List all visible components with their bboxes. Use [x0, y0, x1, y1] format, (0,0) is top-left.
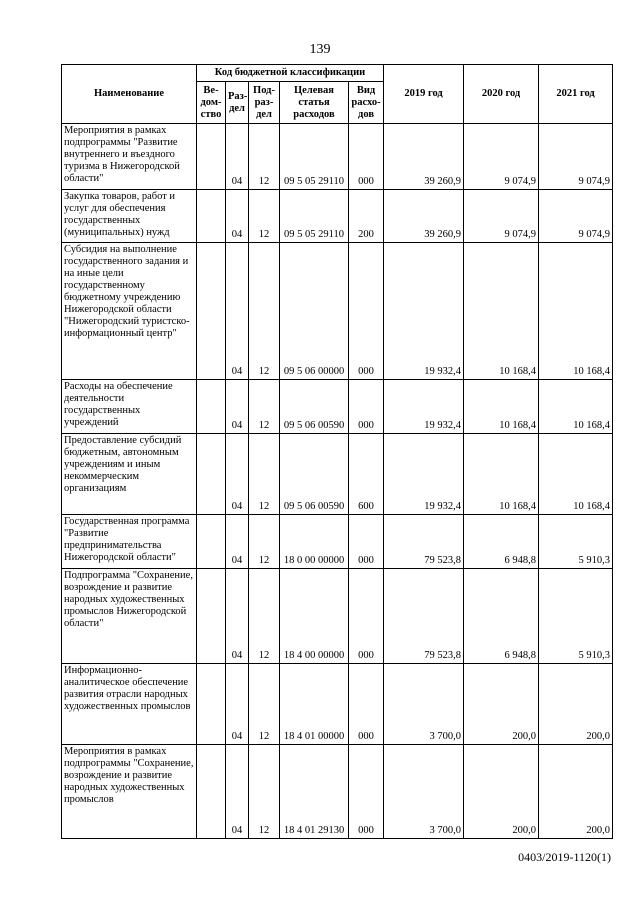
row-2020: 6 948,8: [464, 515, 539, 569]
row-razdel: 12: [249, 434, 280, 515]
row-razdel: 12: [249, 243, 280, 380]
row-name: Мероприятия в рамках подпрограммы "Сохранение, возрождение и развитие народных художественных промыслов: [62, 745, 197, 839]
table-row: [62, 434, 613, 515]
row-vid: 000: [349, 243, 384, 380]
header-year-2020: 2020 год: [464, 65, 539, 124]
row-razdel: 12: [249, 745, 280, 839]
header-razdel: Раз-дел: [226, 82, 249, 124]
row-vedomstvo-empty: [197, 434, 226, 515]
row-vid: 200: [349, 190, 384, 243]
row-name: Субсидия на выполнение государственного задания и на иные цели государственному бюджетному учреждению Нижегородской области "Нижегородский туристско-информационный центр": [62, 243, 197, 380]
row-vedomstvo-empty: [197, 569, 226, 664]
row-target: 18 4 01 00000: [280, 664, 349, 745]
row-vedomstvo-empty: [197, 664, 226, 745]
table-row: [62, 664, 613, 745]
header-year-2019: 2019 год: [384, 65, 464, 124]
table-row: [62, 124, 613, 190]
row-2020: 10 168,4: [464, 434, 539, 515]
row-vedomstvo-empty: [197, 243, 226, 380]
row-2021: 10 168,4: [539, 380, 613, 434]
row-vid: 000: [349, 515, 384, 569]
table-row: [62, 380, 613, 434]
row-vedomstvo-empty: [197, 190, 226, 243]
header-year-2021: 2021 год: [539, 65, 613, 124]
row-2020: 200,0: [464, 664, 539, 745]
row-target: 18 0 00 00000: [280, 515, 349, 569]
row-target: 18 4 01 29130: [280, 745, 349, 839]
header-vedomstvo: Ве-дом-ство: [197, 82, 226, 124]
row-vedomstvo-empty: [197, 380, 226, 434]
document-footer-code: 0403/2019-1120(1): [518, 850, 611, 864]
row-2020: 9 074,9: [464, 190, 539, 243]
table-row: [62, 569, 613, 664]
row-vedomstvo: 04: [226, 569, 249, 664]
row-2021: 10 168,4: [539, 434, 613, 515]
row-2019: 19 932,4: [384, 243, 464, 380]
row-vid: 000: [349, 124, 384, 190]
row-razdel: 12: [249, 190, 280, 243]
row-2019: 3 700,0: [384, 664, 464, 745]
row-vedomstvo: 04: [226, 515, 249, 569]
row-2020: 10 168,4: [464, 380, 539, 434]
row-2019: 39 260,9: [384, 124, 464, 190]
row-name: Государственная программа "Развитие предпринимательства Нижегородской области": [62, 515, 197, 569]
row-2020: 9 074,9: [464, 124, 539, 190]
table-row: [62, 515, 613, 569]
row-target: 18 4 00 00000: [280, 569, 349, 664]
table-row: [62, 190, 613, 243]
row-2021: 10 168,4: [539, 243, 613, 380]
row-target: 09 5 06 00000: [280, 243, 349, 380]
row-vedomstvo: 04: [226, 380, 249, 434]
row-razdel: 12: [249, 124, 280, 190]
row-name: Предоставление субсидий бюджетным, автономным учреждениям и иным некоммерческим организациям: [62, 434, 197, 515]
row-name: Подпрограмма "Сохранение, возрождение и развитие народных художественных промыслов Нижегородской области": [62, 569, 197, 664]
row-2019: 19 932,4: [384, 434, 464, 515]
table-row: [62, 243, 613, 380]
row-vedomstvo: 04: [226, 190, 249, 243]
row-vid: 000: [349, 664, 384, 745]
page-number: 139: [309, 42, 331, 57]
row-razdel: 12: [249, 664, 280, 745]
row-2021: 5 910,3: [539, 569, 613, 664]
row-vedomstvo: 04: [226, 664, 249, 745]
row-2020: 6 948,8: [464, 569, 539, 664]
row-vid: 600: [349, 434, 384, 515]
row-target: 09 5 06 00590: [280, 434, 349, 515]
row-2019: 39 260,9: [384, 190, 464, 243]
row-razdel: 12: [249, 380, 280, 434]
budget-table: [61, 64, 613, 839]
row-target: 09 5 06 00590: [280, 380, 349, 434]
row-name: Мероприятия в рамках подпрограммы "Развитие внутреннего и въездного туризма в Нижегородской области": [62, 124, 197, 190]
row-2021: 5 910,3: [539, 515, 613, 569]
row-2019: 79 523,8: [384, 515, 464, 569]
row-name: Информационно-аналитическое обеспечение развития отрасли народных художественных промыслов: [62, 664, 197, 745]
header-target-article: Целевая статья расходов: [280, 82, 349, 124]
row-2021: 200,0: [539, 664, 613, 745]
row-vid: 000: [349, 569, 384, 664]
row-vedomstvo: 04: [226, 434, 249, 515]
header-podrazdel: Под-раз-дел: [249, 82, 280, 124]
row-2020: 10 168,4: [464, 243, 539, 380]
row-2021: 9 074,9: [539, 124, 613, 190]
table-row: [62, 745, 613, 839]
row-name: Закупка товаров, работ и услуг для обеспечения государственных (муниципальных) нужд: [62, 190, 197, 243]
header-code-group: Код бюджетной классификации: [197, 65, 384, 82]
row-razdel: 12: [249, 569, 280, 664]
row-vedomstvo-empty: [197, 745, 226, 839]
row-2019: 3 700,0: [384, 745, 464, 839]
row-vedomstvo-empty: [197, 515, 226, 569]
row-target: 09 5 05 29110: [280, 190, 349, 243]
row-razdel: 12: [249, 515, 280, 569]
row-name: Расходы на обеспечение деятельности государственных учреждений: [62, 380, 197, 434]
row-2019: 79 523,8: [384, 569, 464, 664]
row-target: 09 5 05 29110: [280, 124, 349, 190]
row-vedomstvo: 04: [226, 243, 249, 380]
row-vedomstvo: 04: [226, 745, 249, 839]
row-2020: 200,0: [464, 745, 539, 839]
row-vedomstvo: 04: [226, 124, 249, 190]
row-2019: 19 932,4: [384, 380, 464, 434]
row-2021: 9 074,9: [539, 190, 613, 243]
row-vedomstvo-empty: [197, 124, 226, 190]
row-2021: 200,0: [539, 745, 613, 839]
row-vid: 000: [349, 380, 384, 434]
row-vid: 000: [349, 745, 384, 839]
header-expense-type: Вид расхо-дов: [349, 82, 384, 124]
header-name: Наименование: [62, 65, 197, 124]
